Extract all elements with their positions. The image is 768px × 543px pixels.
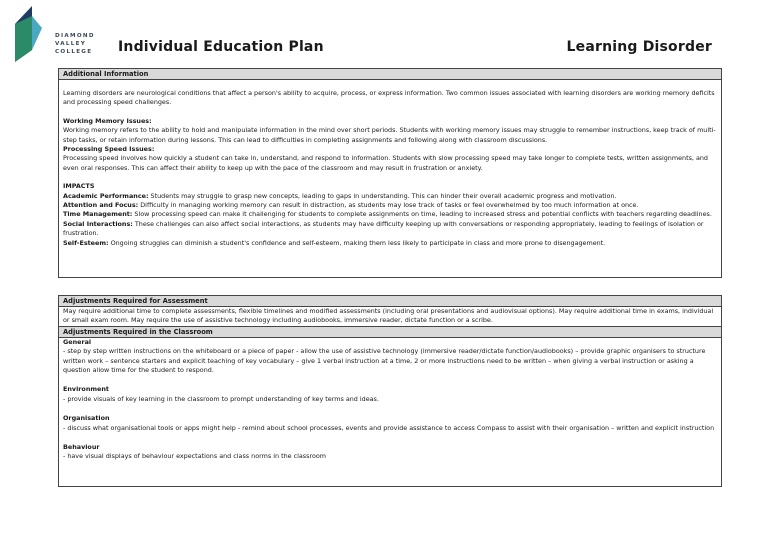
working-memory-text: Working memory refers to the ability to hold and manipulate information in the mind over short periods. Students with working memory issues may struggle to remember instructions, keep track of multi-step tasks, or retain information during lessons. This can lead to difficulties in completing assignments and following along with classroom discussions.: [63, 126, 716, 144]
processing-speed-text: Processing speed involves how quickly a student can take in, understand, and respond to information. Students with slow processing speed may take longer to complete tests, written assignments, and even oral responses. This can affect their ability to keep up with the pace of the classroom and may result in frustration or anxiety.: [63, 154, 708, 172]
environment-text: - provide visuals of key learning in the classroom to prompt understanding of key terms and ideas.: [63, 394, 379, 403]
general-text: - step by step written instructions on the whiteboard or a piece of paper - allow the use of assistive technology (immersive reader/dictate function/audiobooks) – provide graphic organisers to structure written work – sentence starters and explicit teaching of key vocabulary – give 1 verbal instruction at a time, 2 or more instructions need to be written – when giving a verbal instruction or asking a question allow time for the student to respond.: [63, 347, 706, 375]
diamond-valley-logo-mark: [12, 6, 44, 62]
organisation-heading: Organisation: [63, 414, 110, 423]
general-heading: General: [63, 337, 92, 346]
section-heading: Additional Information: [59, 69, 721, 80]
behaviour-text: - have visual displays of behaviour expectations and class norms in the classroom: [63, 452, 326, 461]
assessment-adjustments-text: May require additional time to complete assessments, flexible timelines and modified assessments (including oral presentations and audiovisual options). May require additional time in exams, individual or small exam room. May require the use of assistive technology including audiobooks, immersive reader, dictate function or a scribe.: [63, 307, 714, 325]
classroom-adjustments-content: [59, 338, 721, 462]
impact-item: Self-Esteem: Ongoing struggles can diminish a student's confidence and self-esteem, making them less likely to participate in class and more prone to disengagement.: [63, 238, 606, 247]
impact-item: Academic Performance: Students may struggle to grasp new concepts, leading to gaps in understanding. This can hinder their overall academic progress and motivation.: [63, 191, 617, 200]
impact-item: Time Management: Slow processing speed can make it challenging for students to complete assignments on time, leading to increased stress and potential conflicts with teachers regarding deadlines.: [63, 210, 712, 219]
classroom-adjustments-heading: Adjustments Required in the Classroom: [59, 326, 721, 338]
adjustments-section: [58, 295, 722, 487]
behaviour-heading: Behaviour: [63, 443, 100, 452]
working-memory-heading: Working Memory Issues:: [63, 116, 152, 125]
assessment-adjustments-heading: Adjustments Required for Assessment: [59, 296, 721, 307]
additional-information-section: [58, 68, 722, 278]
impact-item: Social Interactions: These challenges can also affect social interactions, as students may have difficulty keeping up with conversations or responding appropriately, leading to feelings of isolation or frustration.: [63, 219, 704, 238]
document-subtitle: Learning Disorder: [566, 39, 712, 55]
impacts-heading: IMPACTS: [63, 182, 95, 191]
intro-paragraph: Learning disorders are neurological conditions that affect a person's ability to acquire, process, or express information. Two common issues associated with learning disorders are working memory deficits and processing speed challenges.: [63, 89, 715, 107]
assessment-adjustments-content: [59, 307, 721, 326]
additional-information-content: [59, 80, 721, 248]
environment-heading: Environment: [63, 385, 109, 394]
organisation-text: - discuss what organisational tools or apps might help - remind about school processes, events and provide assistance to access Compass to assist with their organisation – written and explicit instruction: [63, 423, 715, 432]
document-title: Individual Education Plan: [118, 39, 324, 55]
impact-item: Attention and Focus: Difficulty in managing working memory can result in distraction, as students may lose track of tasks or feel overwhelmed by too much information at once.: [63, 201, 639, 210]
logo-text: DIAMOND VALLEY COLLEGE: [55, 33, 95, 55]
college-logo: [12, 6, 95, 64]
processing-speed-heading: Processing Speed Issues:: [63, 145, 155, 154]
